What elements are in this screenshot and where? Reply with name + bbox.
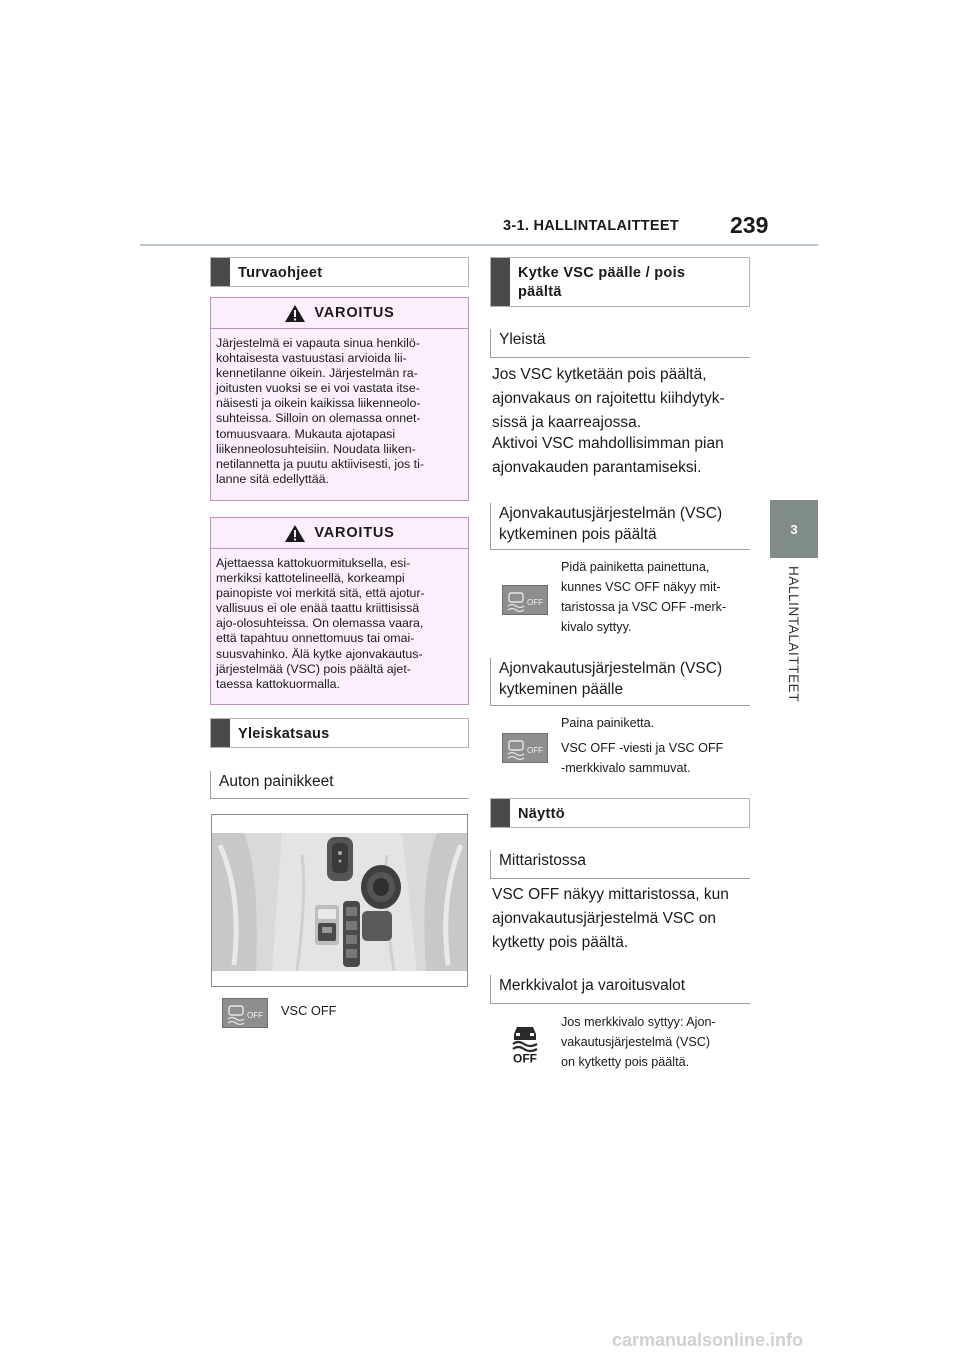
safety-heading: Turvaohjeet — [210, 257, 469, 287]
indicator-description: Jos merkkivalo syttyy: Ajon- vakautusjärjestelmä (VSC) on kytketty pois päältä. — [561, 1015, 716, 1069]
cluster-subheading: Mittaristossa — [490, 850, 750, 879]
section-title: 3-1. HALLINTALAITTEET — [503, 218, 679, 234]
warning-title: VAROITUS — [314, 305, 395, 321]
console-illustration — [212, 815, 468, 987]
vsc-off-instructions: Pidä painiketta painettuna, kunnes VSC OFF näkyy mit- taristossa ja VSC OFF -merk- kivalo syttyy. — [561, 560, 727, 634]
vsc-toggle-heading: Kytke VSC päälle / pois päältä — [490, 257, 750, 307]
vsc-on-instruction-2: VSC OFF -viesti ja VSC OFF -merkkivalo sammuvat. — [561, 741, 724, 775]
vsc-off-label: VSC OFF — [281, 1003, 337, 1018]
chapter-label: HALLINTALAITTEET — [786, 566, 801, 703]
svg-text:OFF: OFF — [527, 598, 543, 607]
warning-triangle-icon — [284, 304, 306, 323]
center-console-image — [211, 814, 468, 987]
indicators-subheading: Merkkivalot ja varoitusvalot — [490, 975, 750, 1004]
vsc-off-button-icon — [502, 733, 548, 763]
svg-text:OFF: OFF — [513, 1051, 537, 1064]
general-paragraph-1: Jos VSC kytketään pois päältä, ajonvakaus on rajoitettu kiihdytyk- sissä ja kaarreajossa. — [492, 366, 725, 431]
warning-triangle-icon — [284, 524, 306, 543]
overview-heading: Yleiskatsaus — [210, 718, 469, 748]
vsc-off-button-icon — [502, 585, 548, 615]
warning-text: Ajettaessa kattokuormituksella, esi- merkiksi kattotelineellä, korkeampi painopiste voi merkitä sitä, että ajotur- vallisuus ei ole enää taattu kriittisissä ajo-olosuhteissa. On olemassa vaara, että tapahtuu onnettomuus tai omai- suusvahinko. Älä kytke ajonvakautus- järjestelmää (VSC) pois päältä ajet- taessa kattokuormalla. — [216, 556, 425, 691]
vsc-off-button-icon — [222, 998, 268, 1028]
warning-title: VAROITUS — [314, 525, 395, 541]
warning-box-1 — [210, 297, 469, 501]
svg-text:OFF: OFF — [527, 746, 543, 755]
svg-text:OFF: OFF — [247, 1011, 263, 1020]
vsc-on-subheading: Ajonvakautusjärjestelmän (VSC) kytkeminen päälle — [490, 658, 750, 706]
watermark-text: carmanualsonline.info — [612, 1330, 804, 1350]
car-buttons-subheading: Auton painikkeet — [210, 771, 469, 799]
warning-box-2 — [210, 517, 469, 705]
vsc-on-instruction-1: Paina painiketta. — [561, 716, 655, 730]
vsc-off-subheading: Ajonvakautusjärjestelmän (VSC) kytkeminen pois päältä — [490, 503, 750, 550]
general-subheading: Yleistä — [490, 329, 750, 358]
display-heading: Näyttö — [490, 798, 750, 828]
vsc-off-indicator-icon — [510, 1024, 540, 1064]
general-paragraph-2: Aktivoi VSC mahdollisimman pian ajonvakauden parantamiseksi. — [492, 435, 724, 476]
header-divider — [140, 244, 818, 246]
warning-text: Järjestelmä ei vapauta sinua henkilö- kohtaisesta vastuustasi arvioida lii- kennetilanne oikein. Järjestelmän ra- joitusten vuoksi se ei voi vastata itse- näisesti ja oikein kaikissa liikenneolo- suhteissa. Silloin on olemassa onnet- tomuusvaara. Mukauta ajotapasi liikenneolosuhteisiin. Noudata liiken- netilannetta ja puutu aktiivisesti, jos ti- lanne sitä edellyttää. — [216, 336, 424, 486]
chapter-tab: 3 — [770, 500, 818, 558]
page-number: 239 — [730, 212, 769, 238]
cluster-paragraph: VSC OFF näkyy mittaristossa, kun ajonvakautusjärjestelmä VSC on kytketty pois päältä. — [492, 886, 729, 951]
